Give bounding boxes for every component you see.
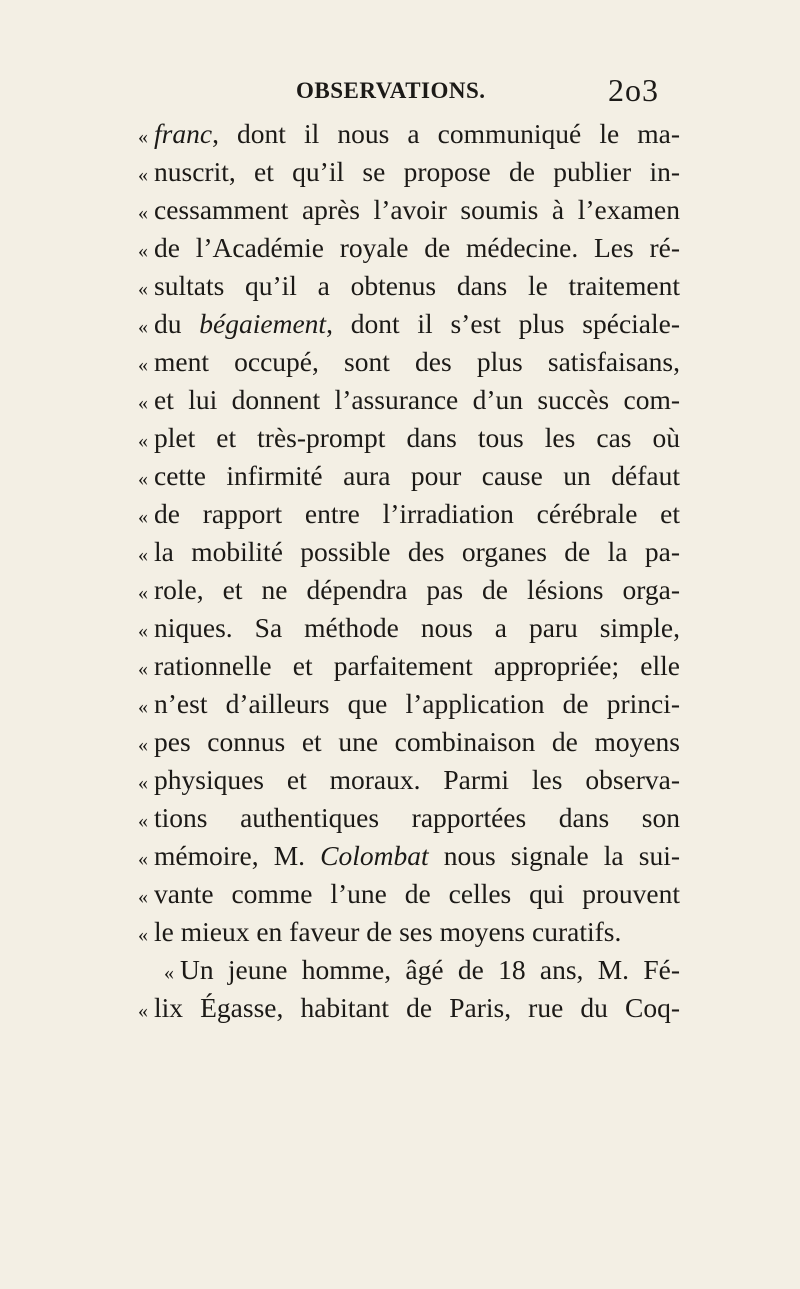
quote-mark: «	[138, 1000, 148, 1022]
quote-mark: «	[138, 734, 148, 756]
quote-mark: «	[138, 430, 148, 452]
text-line: « Un jeune homme, âgé de 18 ans, M. Fé-	[164, 954, 680, 985]
quote-mark: «	[138, 544, 148, 566]
text-line: « tions authentiques rapportées dans son	[138, 802, 680, 833]
quote-mark: «	[138, 506, 148, 528]
running-head-title: OBSERVATIONS.	[296, 78, 486, 103]
text-line: « cette infirmité aura pour cause un défaut	[138, 460, 680, 491]
text-line: « niques. Sa méthode nous a paru simple,	[138, 612, 680, 643]
quote-mark: «	[138, 392, 148, 414]
text-line: « ment occupé, sont des plus satisfaisans,	[138, 346, 680, 377]
text-line: « physiques et moraux. Parmi les observa-	[138, 764, 680, 795]
text-line: « de rapport entre l’irradiation cérébrale et	[138, 498, 680, 529]
running-head	[0, 72, 800, 116]
quote-mark: «	[138, 848, 148, 870]
quote-mark: «	[138, 126, 148, 148]
text-line: « du bégaiement, dont il s’est plus spéciale-	[138, 308, 681, 339]
text-line: « rationnelle et parfaitement appropriée; elle	[138, 650, 680, 681]
text-line: « sultats qu’il a obtenus dans le traitement	[138, 270, 680, 301]
italic-word: franc	[154, 118, 213, 149]
quote-mark: «	[138, 696, 148, 718]
quote-mark: «	[138, 468, 148, 490]
text-line: « mémoire, M. Colombat nous signale la sui-	[138, 840, 680, 871]
text-line: « de l’Académie royale de médecine. Les ré-	[138, 232, 680, 263]
text-line: « pes connus et une combinaison de moyens	[138, 726, 680, 757]
text-line: « le mieux en faveur de ses moyens curatifs.	[138, 916, 622, 947]
quote-mark: «	[138, 658, 148, 680]
quote-mark: «	[138, 886, 148, 908]
quote-mark: «	[138, 240, 148, 262]
text-line: « et lui donnent l’assurance d’un succès com-	[138, 384, 680, 415]
quote-mark: «	[164, 962, 174, 984]
quote-mark: «	[138, 772, 148, 794]
quote-mark: «	[138, 202, 148, 224]
text-line: « vante comme l’une de celles qui prouvent	[138, 878, 680, 909]
body-text	[138, 115, 680, 1027]
text-line: « plet et très-prompt dans tous les cas où	[138, 422, 680, 453]
text-line: « franc, dont il nous a communiqué le ma-	[138, 118, 680, 149]
quote-mark: «	[138, 810, 148, 832]
italic-word: bégaiement	[199, 308, 327, 339]
page-number: 2o3	[608, 72, 659, 108]
text-line: « role, et ne dépendra pas de lésions orga-	[138, 574, 680, 605]
quote-mark: «	[138, 278, 148, 300]
text-line: « n’est d’ailleurs que l’application de princi-	[138, 688, 680, 719]
text-line: « lix Égasse, habitant de Paris, rue du Coq-	[138, 992, 680, 1023]
quote-mark: «	[138, 316, 148, 338]
text-line: « la mobilité possible des organes de la pa-	[138, 536, 680, 567]
quote-mark: «	[138, 620, 148, 642]
quote-mark: «	[138, 164, 148, 186]
text-line: « nuscrit, et qu’il se propose de publier in-	[138, 156, 680, 187]
quote-mark: «	[138, 354, 148, 376]
quote-mark: «	[138, 924, 148, 946]
quote-mark: «	[138, 582, 148, 604]
italic-word: Colombat	[320, 840, 429, 871]
text-line: « cessamment après l’avoir soumis à l’examen	[138, 194, 680, 225]
